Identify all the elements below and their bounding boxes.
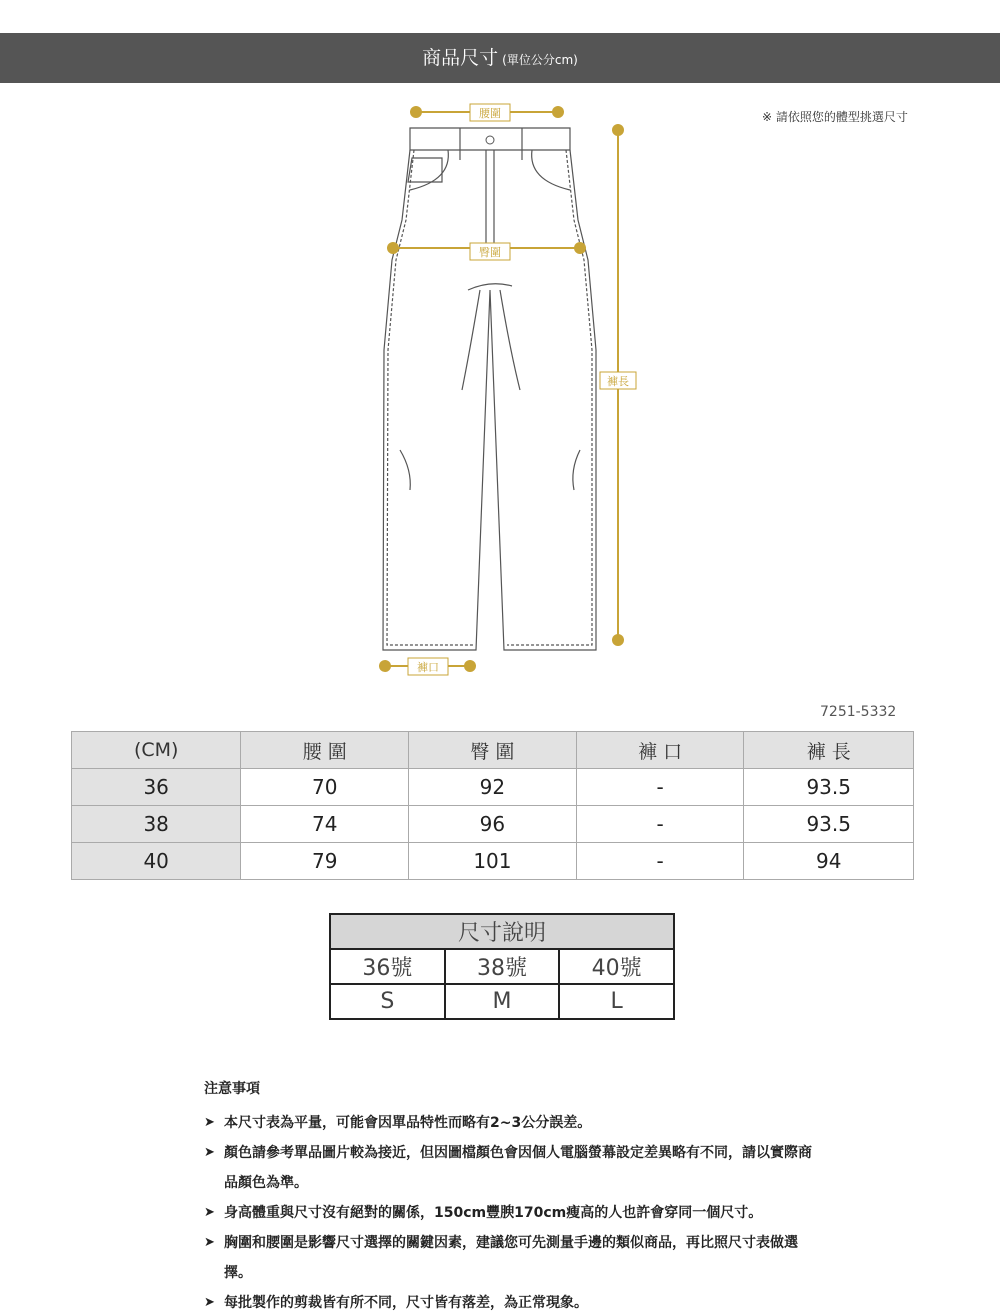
table-cell: 93.5	[744, 769, 914, 806]
list-item	[204, 1198, 824, 1228]
table-cell: -	[576, 806, 744, 843]
arrow-icon: ➤	[204, 1205, 215, 1220]
size-table-header	[72, 732, 914, 769]
note-text: 胸圍和腰圍是影響尺寸選擇的關鍵因素，建議您可先測量手邊的類似商品，再比照尺寸表做選擇。	[224, 1235, 798, 1281]
list-item	[204, 1288, 824, 1311]
fit-note: ※ 請依照您的體型挑選尺寸	[762, 110, 908, 124]
waist-marker	[410, 104, 564, 121]
notes-heading: 注意事項	[204, 1081, 260, 1097]
header-bar	[0, 33, 1000, 83]
table-row	[72, 769, 914, 806]
header-cell: 褲 口	[576, 732, 744, 769]
size-table	[71, 731, 914, 880]
product-code: 7251-5332	[820, 704, 897, 720]
note-text: 身高體重與尺寸沒有絕對的關係，150cm豐腴170cm瘦高的人也許會穿同一個尺寸。	[224, 1205, 763, 1221]
legend-cell: 38號	[445, 949, 560, 984]
legend-cell: 36號	[330, 949, 445, 984]
hem-label: 褲口	[417, 661, 439, 674]
page-title: 商品尺寸	[422, 47, 499, 69]
table-cell: 40	[72, 843, 241, 880]
hip-label: 臀圍	[479, 246, 501, 259]
note-text: 顏色請參考單品圖片較為接近，但因圖檔顏色會因個人電腦螢幕設定差異略有不同，請以實際商品顏色為準。	[224, 1145, 812, 1191]
table-cell: 70	[241, 769, 409, 806]
header-cell: (CM)	[72, 732, 241, 769]
header-cell: 腰 圍	[241, 732, 409, 769]
legend-title: 尺寸說明	[330, 914, 674, 949]
table-cell: 94	[744, 843, 914, 880]
pants-diagram	[0, 90, 1000, 690]
table-cell: 38	[72, 806, 241, 843]
table-cell: 92	[409, 769, 577, 806]
hem-marker	[379, 658, 476, 675]
legend-cell: M	[445, 984, 560, 1019]
table-row	[72, 843, 914, 880]
arrow-icon: ➤	[204, 1235, 215, 1250]
notes-list	[204, 1108, 824, 1311]
table-cell: 101	[409, 843, 577, 880]
arrow-icon: ➤	[204, 1295, 215, 1310]
length-marker	[600, 124, 636, 646]
table-cell: 74	[241, 806, 409, 843]
legend-cell: L	[559, 984, 674, 1019]
list-item	[204, 1228, 824, 1288]
table-cell: 79	[241, 843, 409, 880]
note-text: 每批製作的剪裁皆有所不同，尺寸皆有落差，為正常現象。	[224, 1295, 588, 1311]
header-cell: 臀 圍	[409, 732, 577, 769]
table-cell: 36	[72, 769, 241, 806]
table-row	[72, 806, 914, 843]
notes-section	[204, 1078, 824, 1311]
size-legend-table	[329, 913, 675, 1020]
length-label: 褲長	[607, 375, 629, 388]
legend-cell: 40號	[559, 949, 674, 984]
note-text: 本尺寸表為平量，可能會因單品特性而略有2~3公分誤差。	[224, 1115, 592, 1131]
legend-title-row	[330, 914, 674, 949]
table-cell: -	[576, 769, 744, 806]
arrow-icon: ➤	[204, 1145, 215, 1160]
legend-cell: S	[330, 984, 445, 1019]
list-item	[204, 1138, 824, 1198]
table-cell: -	[576, 843, 744, 880]
pants-illustration	[383, 128, 596, 650]
button-icon	[486, 136, 494, 144]
legend-numbers-row	[330, 949, 674, 984]
header-cell: 褲 長	[744, 732, 914, 769]
table-cell: 96	[409, 806, 577, 843]
arrow-icon: ➤	[204, 1115, 215, 1130]
list-item	[204, 1108, 824, 1138]
hip-marker	[387, 242, 586, 260]
table-cell: 93.5	[744, 806, 914, 843]
legend-letters-row	[330, 984, 674, 1019]
waist-label: 腰圍	[479, 107, 501, 120]
unit-label: (單位公分cm)	[502, 53, 578, 67]
